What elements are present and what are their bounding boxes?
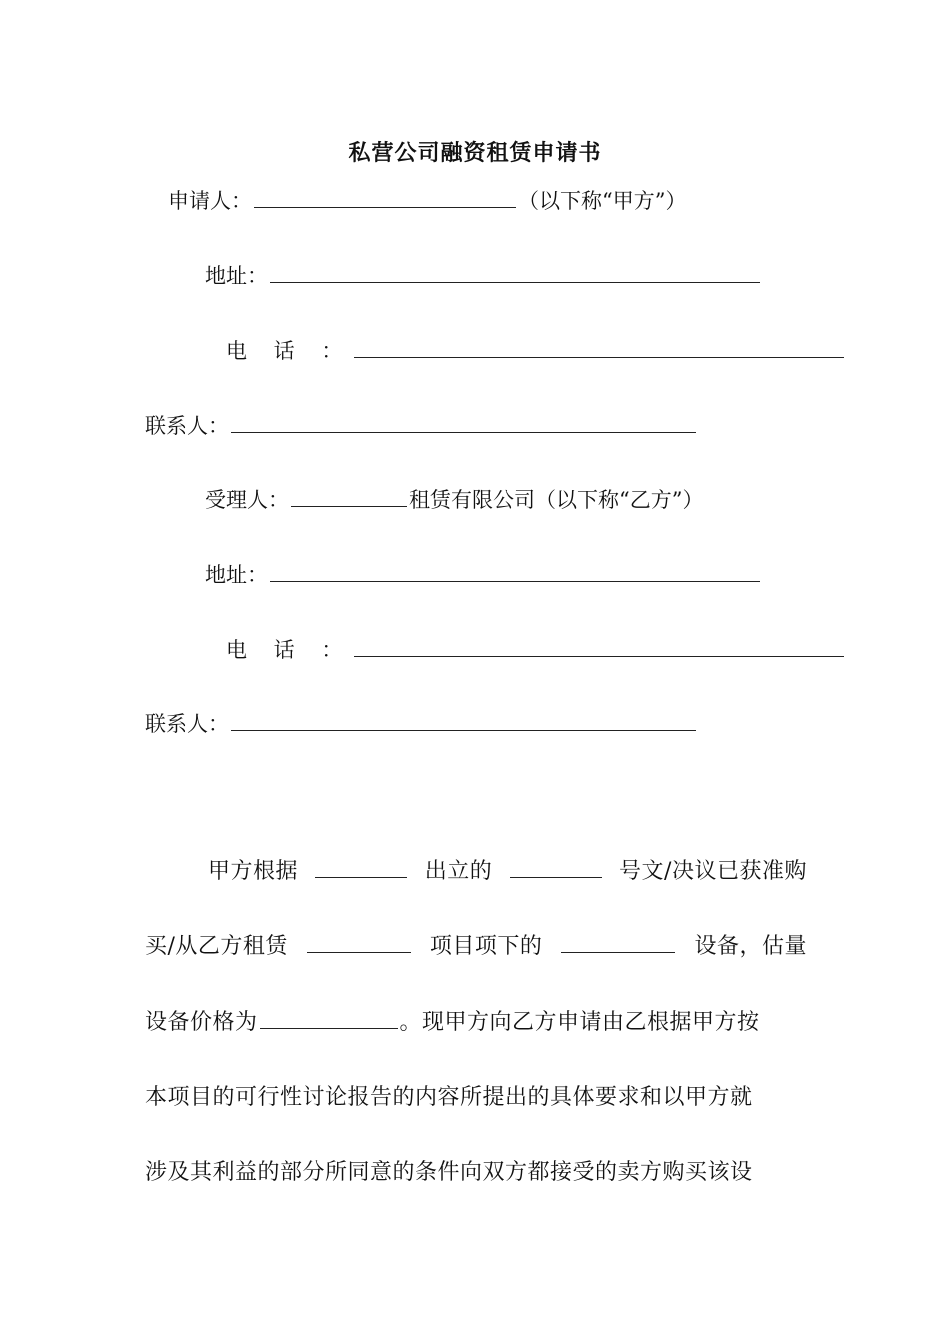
body-text: 设备，估量: [694, 934, 807, 959]
applicant-label: 申请人：: [168, 189, 252, 213]
body-text: 设备价格为: [145, 1010, 258, 1035]
applicant-phone-line: [226, 335, 846, 367]
acceptor-address-line: [205, 559, 762, 591]
acceptor-address-label: 地址：: [205, 563, 268, 587]
applicant-phone-label: 电 话 ：: [226, 339, 353, 363]
body-text: 本项目的可行性讨论报告的内容所提出的具体要求和以甲方就: [145, 1085, 753, 1110]
applicant-phone-blank[interactable]: [354, 335, 844, 358]
body-text: 项目项下的: [429, 934, 543, 959]
acceptor-contact-label: 联系人：: [145, 712, 229, 736]
acceptor-address-blank[interactable]: [270, 559, 760, 582]
acceptor-line: [205, 484, 703, 516]
acceptor-phone-label: 电 话 ：: [226, 638, 353, 662]
body-line-1: [208, 854, 807, 890]
acceptor-phone-blank[interactable]: [354, 634, 844, 657]
acceptor-blank[interactable]: [291, 484, 407, 507]
applicant-contact-label: 联系人：: [145, 414, 229, 438]
applicant-suffix: （以下称“甲方”）: [518, 189, 687, 213]
body-line-2: [145, 929, 807, 965]
applicant-line: [168, 185, 686, 217]
applicant-blank[interactable]: [254, 185, 516, 208]
body-blank[interactable]: [561, 930, 675, 953]
body-text: 。现甲方向乙方申请由乙根据甲方按: [399, 1010, 760, 1035]
applicant-address-line: [205, 260, 762, 292]
body-blank[interactable]: [307, 930, 411, 953]
acceptor-contact-line: [145, 708, 698, 740]
body-line-5: [145, 1155, 807, 1191]
body-text: 买/从乙方租赁: [145, 934, 288, 959]
applicant-address-label: 地址：: [205, 264, 268, 288]
acceptor-phone-line: [226, 634, 846, 666]
body-blank[interactable]: [510, 855, 602, 878]
body-text: 出立的: [424, 859, 493, 884]
acceptor-label: 受理人：: [205, 488, 289, 512]
acceptor-contact-blank[interactable]: [231, 708, 696, 731]
acceptor-suffix: 租赁有限公司（以下称“乙方”）: [409, 488, 704, 512]
applicant-contact-line: [145, 410, 698, 442]
body-line-4: [145, 1080, 807, 1116]
body-text: 涉及其利益的部分所同意的条件向双方都接受的卖方购买该设: [145, 1160, 753, 1185]
body-text: 甲方根据: [208, 859, 299, 884]
body-blank[interactable]: [315, 855, 407, 878]
document-title: 私营公司融资租赁申请书: [348, 140, 602, 166]
applicant-address-blank[interactable]: [270, 260, 760, 283]
body-text: 号文/决议已获准购: [619, 859, 807, 884]
body-blank[interactable]: [260, 1006, 398, 1029]
applicant-contact-blank[interactable]: [231, 410, 696, 433]
body-line-3: [145, 1005, 807, 1041]
